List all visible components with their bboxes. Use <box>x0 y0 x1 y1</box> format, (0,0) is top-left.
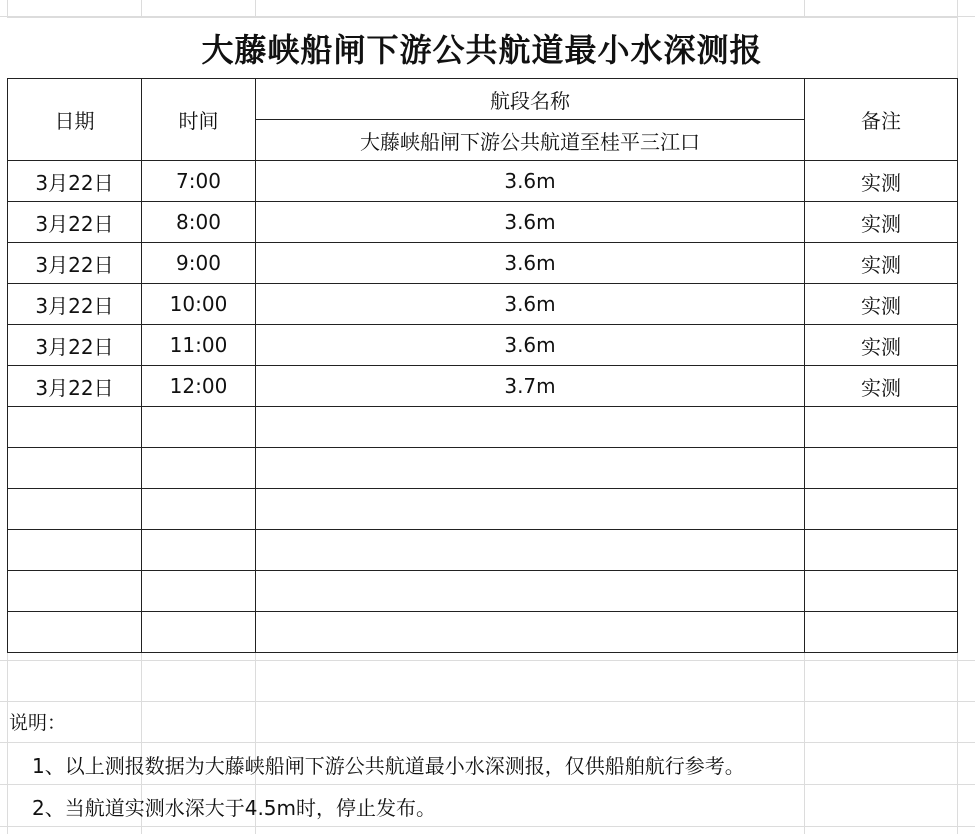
cell-remark[interactable] <box>805 530 958 571</box>
table-row <box>8 571 958 612</box>
cell-time[interactable] <box>142 571 256 612</box>
table-row <box>8 489 958 530</box>
header-remark[interactable]: 备注 <box>805 79 958 161</box>
cell-remark[interactable] <box>805 612 958 653</box>
cell-remark[interactable] <box>805 489 958 530</box>
table-row <box>8 202 958 243</box>
cell-depth[interactable]: 3.6m <box>256 202 805 243</box>
cell-remark[interactable] <box>805 448 958 489</box>
cell-date[interactable] <box>8 571 142 612</box>
cell-date[interactable]: 3月22日 <box>8 284 142 325</box>
cell-depth[interactable] <box>256 407 805 448</box>
cell-depth[interactable] <box>256 530 805 571</box>
cell-depth[interactable]: 3.6m <box>256 284 805 325</box>
cell-time[interactable]: 11:00 <box>142 325 256 366</box>
cell-date[interactable] <box>8 407 142 448</box>
cell-time[interactable]: 7:00 <box>142 161 256 202</box>
cell-time[interactable] <box>142 612 256 653</box>
cell-depth[interactable]: 3.6m <box>256 161 805 202</box>
cell-time[interactable] <box>142 530 256 571</box>
cell-date[interactable]: 3月22日 <box>8 161 142 202</box>
table-row <box>8 448 958 489</box>
cell-remark[interactable]: 实测 <box>805 366 958 407</box>
cell-time[interactable]: 12:00 <box>142 366 256 407</box>
note-item: 2、当航道实测水深大于4.5m时，停止发布。 <box>32 796 437 820</box>
table-row <box>8 284 958 325</box>
report-title: 大藤峡船闸下游公共航道最小水深测报 <box>7 17 957 78</box>
table-row <box>8 325 958 366</box>
cell-time[interactable]: 9:00 <box>142 243 256 284</box>
table-row <box>8 530 958 571</box>
cell-time[interactable]: 8:00 <box>142 202 256 243</box>
header-time[interactable]: 时间 <box>142 79 256 161</box>
cell-date[interactable] <box>8 489 142 530</box>
cell-time[interactable] <box>142 407 256 448</box>
header-segment-name[interactable]: 大藤峡船闸下游公共航道至桂平三江口 <box>256 120 805 161</box>
note-item: 1、以上测报数据为大藤峡船闸下游公共航道最小水深测报，仅供船舶航行参考。 <box>32 754 745 778</box>
table-row <box>8 243 958 284</box>
cell-date[interactable]: 3月22日 <box>8 366 142 407</box>
cell-time[interactable]: 10:00 <box>142 284 256 325</box>
table-row <box>8 407 958 448</box>
cell-depth[interactable] <box>256 571 805 612</box>
cell-remark[interactable] <box>805 571 958 612</box>
cell-date[interactable] <box>8 530 142 571</box>
cell-date[interactable] <box>8 612 142 653</box>
cell-date[interactable]: 3月22日 <box>8 325 142 366</box>
cell-remark[interactable]: 实测 <box>805 243 958 284</box>
cell-remark[interactable]: 实测 <box>805 325 958 366</box>
cell-remark[interactable] <box>805 407 958 448</box>
cell-depth[interactable] <box>256 489 805 530</box>
table-row <box>8 366 958 407</box>
cell-depth[interactable] <box>256 448 805 489</box>
cell-date[interactable] <box>8 448 142 489</box>
cell-depth[interactable]: 3.6m <box>256 243 805 284</box>
notes-label: 说明： <box>9 712 67 734</box>
cell-remark[interactable]: 实测 <box>805 202 958 243</box>
cell-depth[interactable]: 3.6m <box>256 325 805 366</box>
depth-report-table <box>7 78 958 653</box>
table-row <box>8 161 958 202</box>
table-row <box>8 612 958 653</box>
cell-depth[interactable] <box>256 612 805 653</box>
cell-time[interactable] <box>142 448 256 489</box>
header-date[interactable]: 日期 <box>8 79 142 161</box>
cell-date[interactable]: 3月22日 <box>8 243 142 284</box>
cell-depth[interactable]: 3.7m <box>256 366 805 407</box>
header-row <box>8 79 958 120</box>
table-body <box>8 161 958 653</box>
cell-date[interactable]: 3月22日 <box>8 202 142 243</box>
cell-remark[interactable]: 实测 <box>805 161 958 202</box>
cell-remark[interactable]: 实测 <box>805 284 958 325</box>
header-segment-label[interactable]: 航段名称 <box>256 79 805 120</box>
cell-time[interactable] <box>142 489 256 530</box>
